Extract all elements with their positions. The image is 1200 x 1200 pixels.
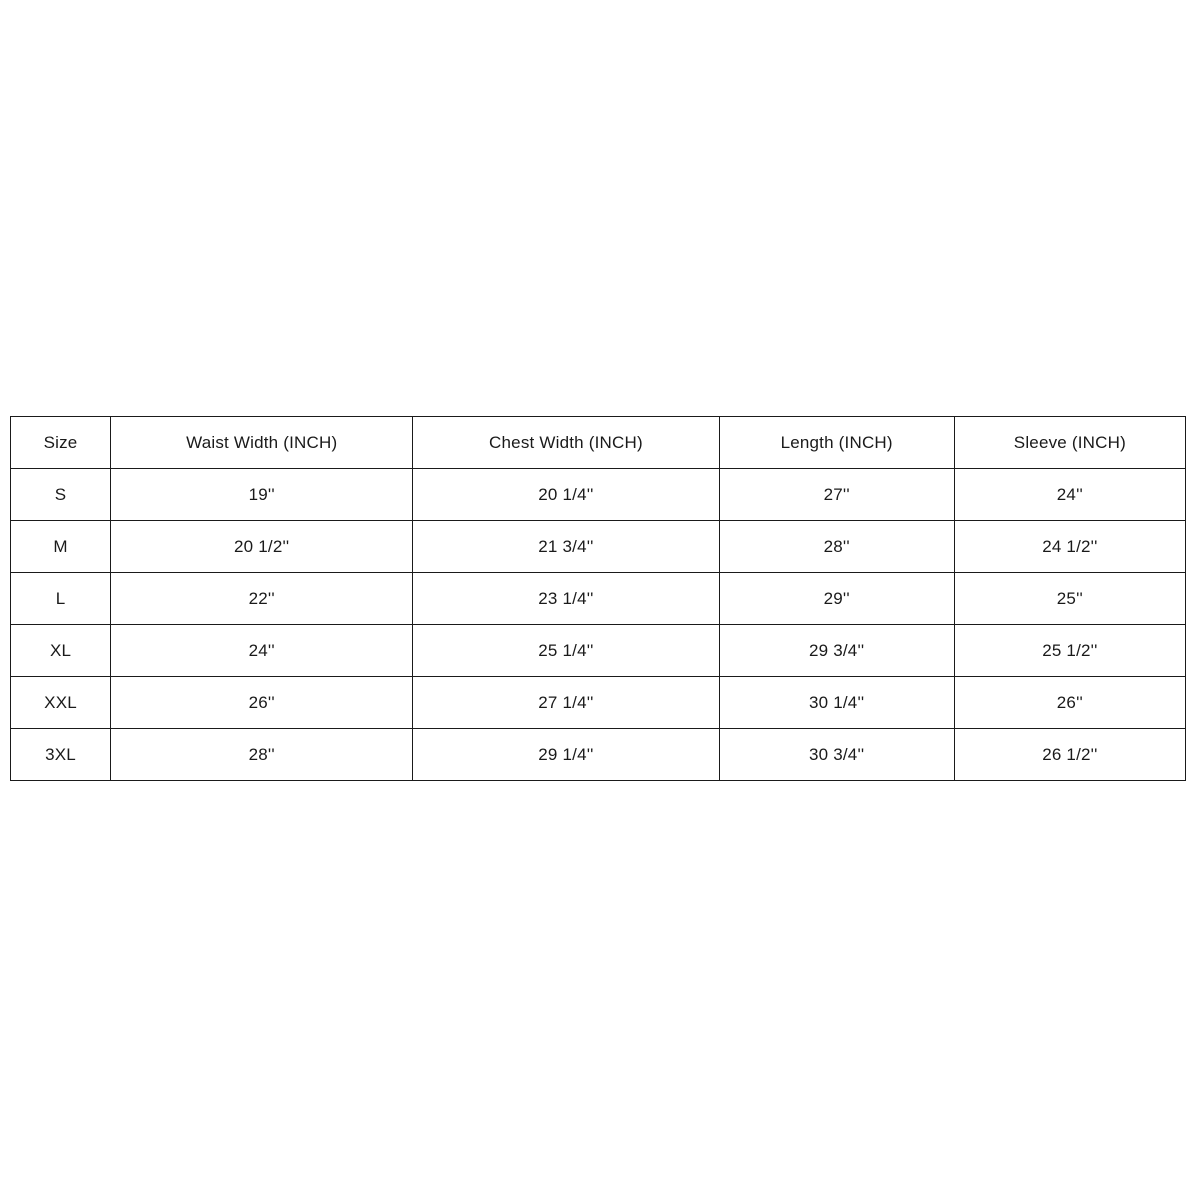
- cell-size: XL: [11, 625, 111, 677]
- cell-chest-width: 29 1/4'': [413, 729, 719, 781]
- size-chart-table: [10, 416, 1186, 781]
- cell-length: 27'': [719, 469, 954, 521]
- cell-length: 30 3/4'': [719, 729, 954, 781]
- cell-chest-width: 21 3/4'': [413, 521, 719, 573]
- table-row: [11, 677, 1186, 729]
- cell-waist-width: 22'': [111, 573, 413, 625]
- cell-waist-width: 19'': [111, 469, 413, 521]
- header-chest-width: Chest Width (INCH): [413, 417, 719, 469]
- table-row: [11, 469, 1186, 521]
- table-row: [11, 573, 1186, 625]
- header-sleeve: Sleeve (INCH): [954, 417, 1185, 469]
- cell-chest-width: 20 1/4'': [413, 469, 719, 521]
- cell-sleeve: 26'': [954, 677, 1185, 729]
- cell-chest-width: 27 1/4'': [413, 677, 719, 729]
- table-row: [11, 521, 1186, 573]
- header-length: Length (INCH): [719, 417, 954, 469]
- cell-chest-width: 23 1/4'': [413, 573, 719, 625]
- cell-waist-width: 26'': [111, 677, 413, 729]
- cell-sleeve: 24'': [954, 469, 1185, 521]
- cell-sleeve: 24 1/2'': [954, 521, 1185, 573]
- cell-waist-width: 20 1/2'': [111, 521, 413, 573]
- cell-length: 29'': [719, 573, 954, 625]
- cell-size: 3XL: [11, 729, 111, 781]
- table-header-row: [11, 417, 1186, 469]
- cell-size: S: [11, 469, 111, 521]
- table-row: [11, 729, 1186, 781]
- cell-chest-width: 25 1/4'': [413, 625, 719, 677]
- cell-size: XXL: [11, 677, 111, 729]
- header-size: Size: [11, 417, 111, 469]
- cell-sleeve: 25'': [954, 573, 1185, 625]
- cell-length: 29 3/4'': [719, 625, 954, 677]
- cell-waist-width: 24'': [111, 625, 413, 677]
- header-waist-width: Waist Width (INCH): [111, 417, 413, 469]
- cell-size: L: [11, 573, 111, 625]
- cell-sleeve: 25 1/2'': [954, 625, 1185, 677]
- table-row: [11, 625, 1186, 677]
- cell-waist-width: 28'': [111, 729, 413, 781]
- cell-sleeve: 26 1/2'': [954, 729, 1185, 781]
- cell-length: 28'': [719, 521, 954, 573]
- cell-length: 30 1/4'': [719, 677, 954, 729]
- cell-size: M: [11, 521, 111, 573]
